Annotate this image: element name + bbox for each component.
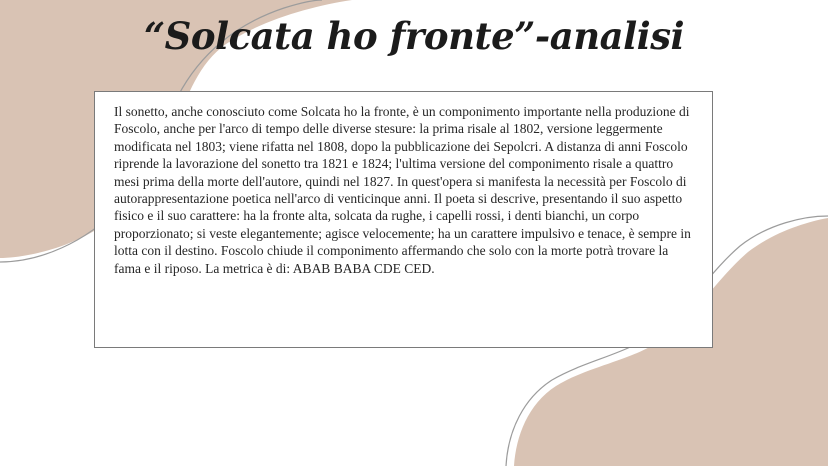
text-box [94, 91, 713, 348]
body-paragraph: Il sonetto, anche conosciuto come Solcata ho la fronte, è un componimento importante nella produzione di Foscolo, anche per l'arco di tempo delle diverse stesure: la prima risale al 1802, versione leggermente modificata nel 1803; viene rifatta nel 1808, dopo la pubblicazione dei Sepolcri. A distanza di anni Foscolo riprende la lavorazione del sonetto tra 1821 e 1824; l'ultima versione del componimento risale a quattro mesi prima della morte dell'autore, quindi nel 1827. In quest'opera si manifesta la necessità per Foscolo di autorappresentazione poetica nell'arco di venticinque anni. Il poeta si descrive, presentando il suo aspetto fisico e il suo carattere: ha la fronte alta, solcata da rughe, i capelli rossi, i denti bianchi, un corpo proporzionato; si veste elegantemente; agisce velocemente; ha un carattere impulsivo e tenace, è sempre in lotta con il destino. Foscolo chiude il componimento affermando che solo con la morte potrà trovare la fama e il riposo. La metrica è di: ABAB BABA CDE CED. [114, 104, 691, 276]
slide-title: “Solcata ho fronte”-analisi [143, 14, 685, 58]
